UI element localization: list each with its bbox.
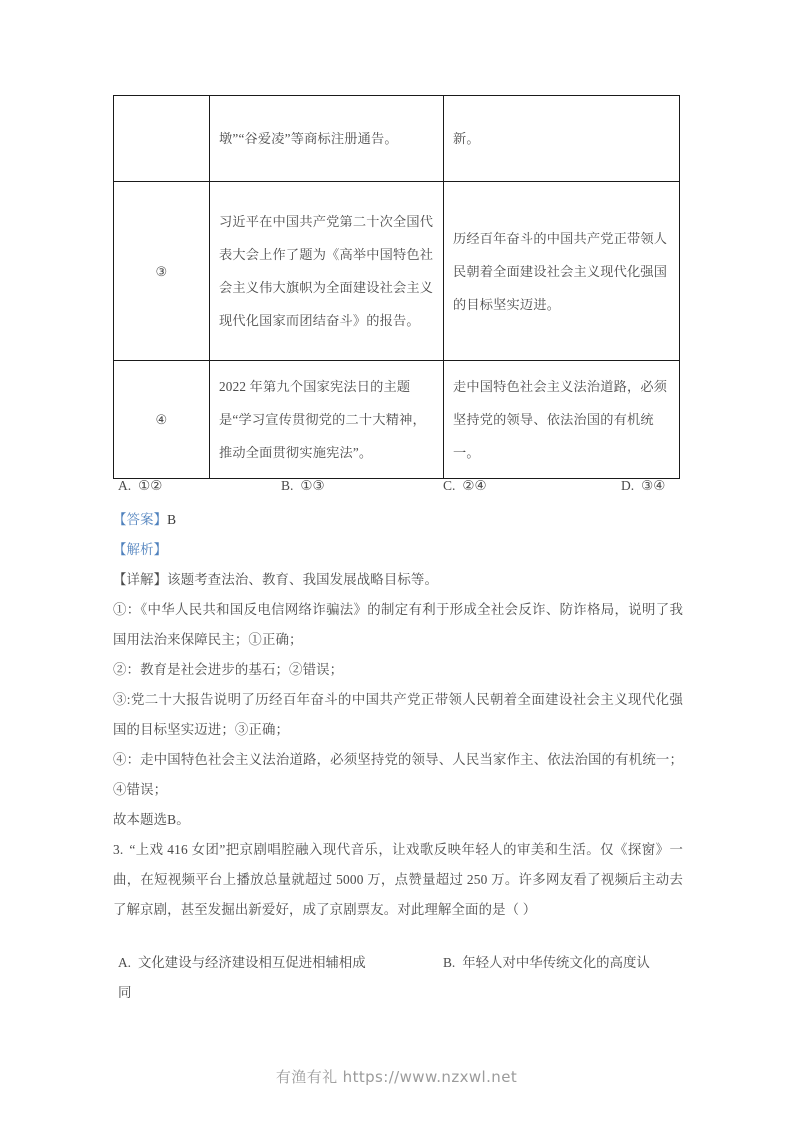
table-row	[114, 182, 680, 361]
detail-point-2: ②：教育是社会进步的基石；②错误；	[113, 662, 344, 677]
table-cell-meaning: 新。	[444, 96, 680, 182]
answer-line	[113, 505, 683, 535]
detail-conclusion: 故本题选B。	[113, 812, 190, 827]
question3-option-a[interactable]	[118, 948, 366, 978]
question3-stem-line	[113, 835, 683, 925]
table-cell-index: ④	[114, 361, 210, 479]
option-a-letter: A.	[118, 478, 132, 493]
detail-intro-line	[113, 565, 683, 595]
table-row	[114, 361, 680, 479]
question3-option-b-text: 年轻人对中华传统文化的高度认	[462, 955, 650, 970]
option-d-text: ③④	[641, 478, 666, 493]
table-row	[114, 96, 680, 182]
question3-stem: “上戏 416 女团”把京剧唱腔融入现代音乐，让戏歌反映年轻人的审美和生活。仅《探窗》一曲，在短视频平台上播放总量就超过 5000 万，点赞量超过 250 万。许多网友看了视频后主动去了解京剧，甚至发掘出新爱好，成了京剧票友。对此理解全面的是（ ）	[113, 842, 683, 917]
option-b-text: ①③	[300, 478, 325, 493]
question3-number: 3.	[113, 842, 124, 857]
table-cell-event: 习近平在中国共产党第二十次全国代表大会上作了题为《高举中国特色社会主义伟大旗帜为全面建设社会主义现代化国家而团结奋斗》的报告。	[210, 182, 444, 361]
table-cell-event: 墩”“谷爱凌”等商标注册通告。	[210, 96, 444, 182]
answer-value: B	[167, 512, 177, 527]
detail-tag: 【详解】	[113, 572, 168, 587]
question3-option-line	[113, 948, 693, 978]
question2-options	[113, 478, 678, 502]
solution-block	[113, 505, 683, 925]
option-c-text: ②④	[462, 478, 487, 493]
option-c-letter: C.	[443, 478, 456, 493]
analysis-tag: 【解析】	[113, 542, 168, 557]
question3-options	[113, 948, 693, 1000]
option-c[interactable]	[443, 478, 487, 494]
question3-option-b-letter: B.	[443, 955, 456, 970]
analysis-line	[113, 535, 683, 565]
table-cell-event: 2022 年第九个国家宪法日的主题是“学习宣传贯彻党的二十大精神，推动全面贯彻实施宪法”。	[210, 361, 444, 479]
option-a[interactable]	[118, 478, 162, 494]
table-cell-index	[114, 96, 210, 182]
option-a-text: ①②	[138, 478, 163, 493]
footer-watermark: 有渔有礼 https://www.nzxwl.net	[275, 1068, 518, 1086]
question3-option-b-wrap: 同	[118, 985, 132, 1000]
option-d[interactable]	[621, 478, 665, 494]
detail-point-1: ①：《中华人民共和国反电信网络诈骗法》的制定有利于形成全社会反诈、防诈格局，说明了我国用法治来保障民主；①正确；	[113, 602, 683, 647]
option-b-letter: B.	[281, 478, 294, 493]
question3-option-a-text: 文化建设与经济建设相互促进相辅相成	[138, 955, 366, 970]
question3-option-a-letter: A.	[118, 955, 132, 970]
question3-option-b[interactable]	[443, 948, 650, 978]
option-d-letter: D.	[621, 478, 635, 493]
table-cell-index: ③	[114, 182, 210, 361]
detail-intro: 该题考查法治、教育、我国发展战略目标等。	[167, 572, 438, 587]
option-b[interactable]	[281, 478, 325, 494]
detail-point-3: ③:党二十大报告说明了历经百年奋斗的中国共产党正带领人民朝着全面建设社会主义现代化强国的目标坚实迈进；③正确；	[113, 692, 683, 737]
evidence-table	[113, 95, 680, 479]
table-cell-meaning: 历经百年奋斗的中国共产党正带领人民朝着全面建设社会主义现代化强国的目标坚实迈进。	[444, 182, 680, 361]
table-cell-meaning: 走中国特色社会主义法治道路，必须坚持党的领导、依法治国的有机统一。	[444, 361, 680, 479]
detail-point-4: ④：走中国特色社会主义法治道路，必须坚持党的领导、人民当家作主、依法治国的有机统一；④错误；	[113, 752, 683, 797]
answer-tag: 【答案】	[113, 512, 168, 527]
